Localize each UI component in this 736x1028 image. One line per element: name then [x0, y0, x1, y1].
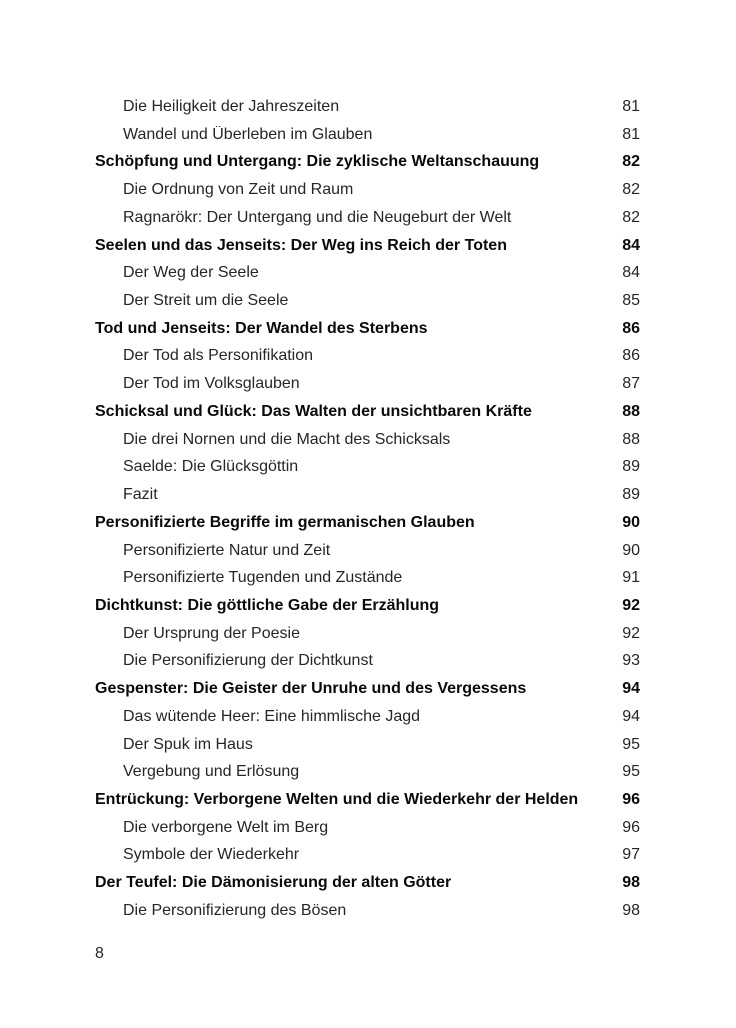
toc-entry-sub — [95, 98, 640, 126]
toc-entry-sub — [95, 181, 640, 209]
toc-entry-main — [95, 403, 640, 431]
toc-entry-sub — [95, 902, 640, 930]
toc-entry-main — [95, 597, 640, 625]
toc-entry-page-number: 88 — [622, 402, 640, 420]
toc-entry-label: Ragnarökr: Der Untergang und die Neugeburt der Welt — [123, 208, 512, 226]
toc-entry-page-number: 92 — [622, 596, 640, 614]
toc-entry-label: Fazit — [123, 486, 158, 504]
toc-entry-page-number: 81 — [622, 98, 640, 115]
toc-entry-page-number: 86 — [622, 319, 640, 337]
toc-entry-sub — [95, 486, 640, 514]
toc-entry-sub — [95, 209, 640, 237]
toc-entry-page-number: 89 — [622, 458, 640, 476]
toc-entry-label: Dichtkunst: Die göttliche Gabe der Erzählung — [95, 596, 440, 614]
toc-entry-label: Der Tod als Personifikation — [123, 347, 314, 365]
toc-entry-sub — [95, 625, 640, 653]
toc-entry-sub — [95, 431, 640, 459]
toc-entry-label: Der Weg der Seele — [123, 264, 259, 282]
toc-entry-sub — [95, 708, 640, 736]
toc-entry-label: Saelde: Die Glücksgöttin — [123, 458, 299, 476]
toc-entry-label: Die Personifizierung der Dichtkunst — [123, 652, 373, 670]
toc-entry-page-number: 89 — [622, 486, 640, 504]
toc-entry-page-number: 90 — [622, 541, 640, 559]
toc-entry-page-number: 96 — [622, 790, 640, 808]
toc-entry-page-number: 98 — [622, 874, 640, 892]
toc-entry-main — [95, 237, 640, 265]
toc-entry-label: Schicksal und Glück: Das Walten der unsichtbaren Kräfte — [95, 402, 532, 420]
toc-entry-label: Die verborgene Welt im Berg — [123, 818, 329, 836]
toc-entry-page-number: 88 — [622, 430, 640, 448]
toc-entry-label: Wandel und Überleben im Glauben — [123, 125, 373, 143]
toc-entry-page-number: 84 — [622, 264, 640, 282]
toc-entry-sub — [95, 126, 640, 154]
footer-page-number: 8 — [95, 945, 104, 962]
toc-entry-page-number: 98 — [622, 901, 640, 919]
toc-entry-page-number: 85 — [622, 292, 640, 310]
toc-entry-label: Der Tod im Volksglauben — [123, 375, 300, 393]
toc-entry-page-number: 82 — [622, 181, 640, 199]
toc-entry-page-number: 97 — [622, 846, 640, 864]
toc-entry-page-number: 92 — [622, 624, 640, 642]
toc-entry-sub — [95, 846, 640, 874]
toc-entry-label: Personifizierte Natur und Zeit — [123, 541, 331, 559]
toc-entry-label: Gespenster: Die Geister der Unruhe und des Vergessens — [95, 680, 527, 698]
toc-entry-page-number: 84 — [622, 236, 640, 254]
toc-entry-main — [95, 791, 640, 819]
toc-entry-page-number: 91 — [622, 569, 640, 587]
toc-entry-page-number: 95 — [622, 735, 640, 753]
toc-entry-sub — [95, 292, 640, 320]
toc-entry-page-number: 95 — [622, 763, 640, 781]
toc-entry-page-number: 96 — [622, 818, 640, 836]
toc-entry-label: Personifizierte Tugenden und Zustände — [123, 569, 403, 587]
toc-entry-page-number: 90 — [622, 513, 640, 531]
toc-entry-label: Personifizierte Begriffe im germanischen Glauben — [95, 513, 475, 531]
toc-entry-sub — [95, 569, 640, 597]
toc-entry-label: Der Teufel: Die Dämonisierung der alten Götter — [95, 874, 452, 892]
toc-entry-main — [95, 874, 640, 902]
toc-entry-sub — [95, 347, 640, 375]
toc-entry-sub — [95, 375, 640, 403]
toc-entry-sub — [95, 652, 640, 680]
toc-entry-label: Tod und Jenseits: Der Wandel des Sterbens — [95, 319, 428, 337]
toc-entry-sub — [95, 819, 640, 847]
toc-entry-label: Der Streit um die Seele — [123, 292, 289, 310]
toc-entry-label: Symbole der Wiederkehr — [123, 846, 300, 864]
toc-entry-sub — [95, 542, 640, 570]
toc-entry-page-number: 82 — [622, 208, 640, 226]
toc-entry-sub — [95, 264, 640, 292]
toc-list — [95, 98, 640, 930]
toc-entry-label: Der Spuk im Haus — [123, 735, 253, 753]
toc-entry-label: Schöpfung und Untergang: Die zyklische Weltanschauung — [95, 153, 540, 171]
toc-entry-main — [95, 320, 640, 348]
toc-entry-page-number: 81 — [622, 125, 640, 143]
toc-entry-label: Die Ordnung von Zeit und Raum — [123, 181, 354, 199]
toc-entry-label: Das wütende Heer: Eine himmlische Jagd — [123, 707, 421, 725]
toc-entry-sub — [95, 458, 640, 486]
toc-entry-page-number: 86 — [622, 347, 640, 365]
toc-entry-main — [95, 680, 640, 708]
toc-entry-sub — [95, 763, 640, 791]
toc-entry-page-number: 94 — [622, 707, 640, 725]
toc-entry-label: Die drei Nornen und die Macht des Schicksals — [123, 430, 451, 448]
toc-entry-label: Die Personifizierung des Bösen — [123, 901, 347, 919]
toc-entry-label: Entrückung: Verborgene Welten und die Wiederkehr der Helden — [95, 790, 579, 808]
toc-entry-label: Die Heiligkeit der Jahreszeiten — [123, 98, 340, 115]
toc-entry-label: Der Ursprung der Poesie — [123, 624, 300, 642]
toc-entry-page-number: 82 — [622, 153, 640, 171]
toc-entry-page-number: 94 — [622, 680, 640, 698]
toc-entry-main — [95, 514, 640, 542]
toc-entry-page-number: 87 — [622, 375, 640, 393]
toc-entry-page-number: 93 — [622, 652, 640, 670]
toc-entry-sub — [95, 736, 640, 764]
toc-entry-main — [95, 153, 640, 181]
toc-entry-label: Seelen und das Jenseits: Der Weg ins Reich der Toten — [95, 236, 507, 254]
toc-entry-label: Vergebung und Erlösung — [123, 763, 300, 781]
